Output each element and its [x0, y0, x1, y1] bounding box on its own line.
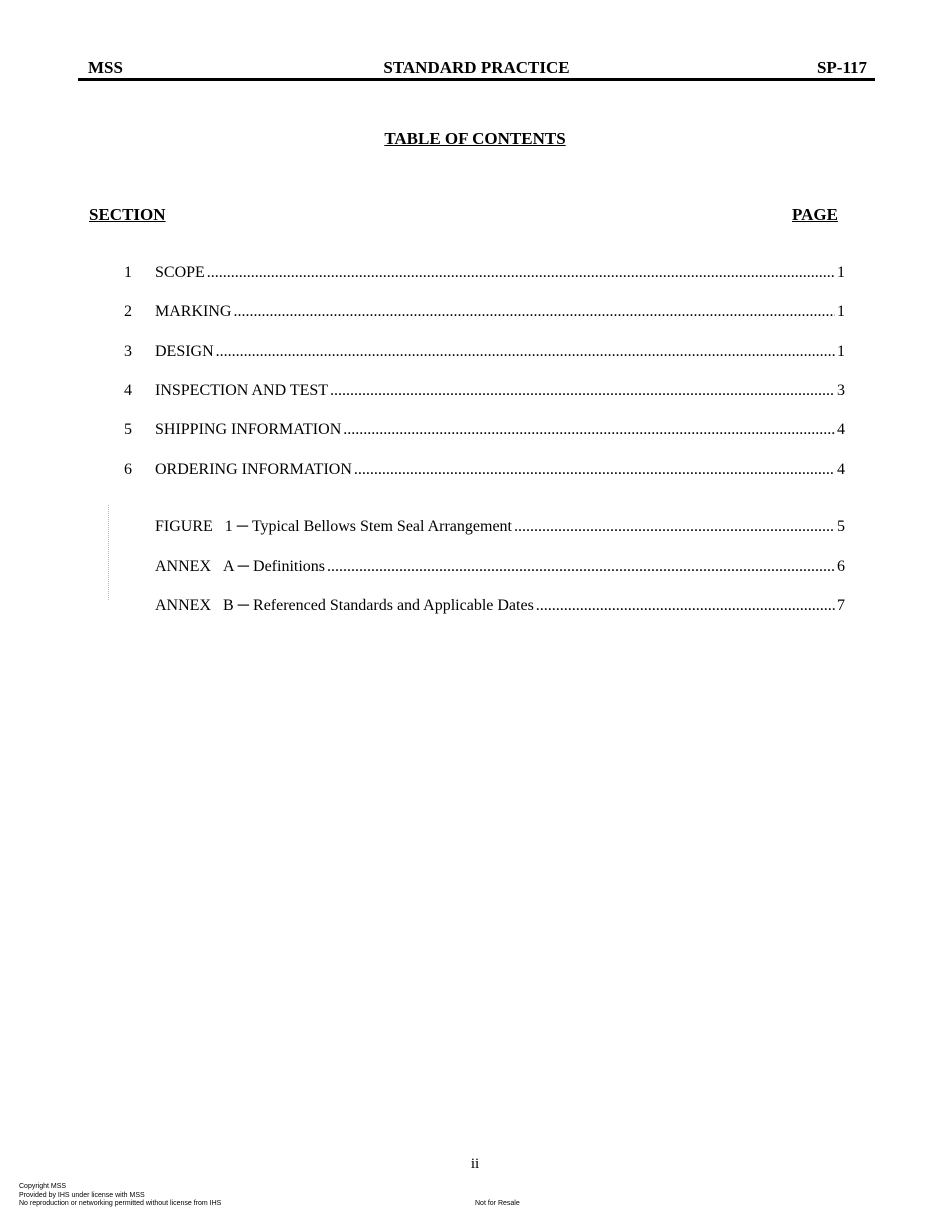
dot-leader	[233, 301, 835, 323]
toc-entry-number: 6	[124, 461, 132, 478]
dot-leader	[514, 516, 835, 538]
toc-entry[interactable]	[120, 459, 845, 481]
dot-leader	[536, 595, 835, 617]
toc-entry-title: Typical Bellows Stem Seal Arrangement	[251, 518, 512, 535]
toc-entry-kind: ANNEX	[155, 558, 211, 575]
toc-entry[interactable]	[120, 419, 845, 441]
dot-leader	[327, 556, 835, 578]
toc-entry-page: 1	[837, 343, 845, 360]
toc-entry-page: 4	[837, 421, 845, 438]
toc-entry-page: 7	[837, 597, 845, 614]
toc-entry-number: 3	[124, 343, 132, 360]
header-title: STANDARD PRACTICE	[383, 58, 570, 77]
page-column-label: PAGE	[792, 205, 838, 224]
dot-leader	[207, 262, 835, 284]
toc-entry-title: SHIPPING INFORMATION	[155, 421, 342, 438]
toc-entry-number: 5	[124, 421, 132, 438]
toc-entry-title: Referenced Standards and Applicable Dates	[253, 597, 534, 614]
toc-entry-page: 3	[837, 382, 845, 399]
footer-not-for-resale: Not for Resale	[475, 1200, 520, 1207]
dot-leader	[216, 341, 835, 363]
toc-entry-title: MARKING	[155, 303, 232, 320]
toc-entry-kind: FIGURE	[155, 518, 213, 535]
header-doc-id: SP-117	[816, 58, 867, 77]
toc-entry-number: 2	[124, 303, 132, 320]
toc-entry[interactable]	[120, 301, 845, 323]
toc-entry-label: B	[223, 597, 234, 614]
toc-entry[interactable]	[120, 380, 845, 402]
toc-title: TABLE OF CONTENTS	[384, 129, 566, 148]
toc-entry-number: 1	[124, 264, 132, 281]
toc-entry[interactable]	[120, 262, 845, 284]
footer-license: No reproduction or networking permitted without license from IHS	[19, 1200, 222, 1207]
toc-entry-title: INSPECTION AND TEST	[155, 382, 329, 399]
copyright-footer	[19, 1183, 221, 1209]
toc-entry-page: 1	[837, 264, 845, 281]
toc-entry-title: Definitions	[253, 558, 326, 575]
toc-entry-label: A	[223, 558, 234, 575]
toc-entry-page: 4	[837, 461, 845, 478]
toc-entry-title: DESIGN	[155, 343, 214, 360]
margin-marks	[108, 505, 115, 600]
toc-entry-title: SCOPE	[155, 264, 205, 281]
section-column-label: SECTION	[89, 205, 166, 224]
toc-entry-page: 5	[837, 518, 845, 535]
footer-provider: Provided by IHS under license with MSS	[19, 1191, 145, 1199]
toc-annex-entry[interactable]: ANNEX B ─ Referenced Standards and Applicable Dates ..... 7	[120, 595, 845, 617]
toc-entry[interactable]	[120, 341, 845, 363]
toc-entry-page: 1	[837, 303, 845, 320]
running-header	[78, 58, 875, 81]
toc-entry-label: 1	[224, 518, 233, 535]
toc-entry-kind: ANNEX	[155, 597, 211, 614]
toc-entry-number: 4	[124, 382, 132, 399]
dot-leader	[354, 459, 835, 481]
footer-copyright: Copyright MSS	[19, 1183, 67, 1190]
dot-leader	[330, 380, 835, 402]
toc-annex-entry[interactable]: ANNEX A ─ Definitions ..... 6	[120, 556, 845, 578]
dot-leader	[343, 419, 835, 441]
header-org: MSS	[88, 58, 123, 77]
toc-entry-page: 6	[837, 558, 845, 575]
toc-figure-entry[interactable]: FIGURE 1 ─ Typical Bellows Stem Seal Arrangement ..... 5	[120, 516, 845, 538]
toc-entry-title: ORDERING INFORMATION	[155, 461, 352, 478]
page-number: ii	[470, 1156, 480, 1172]
